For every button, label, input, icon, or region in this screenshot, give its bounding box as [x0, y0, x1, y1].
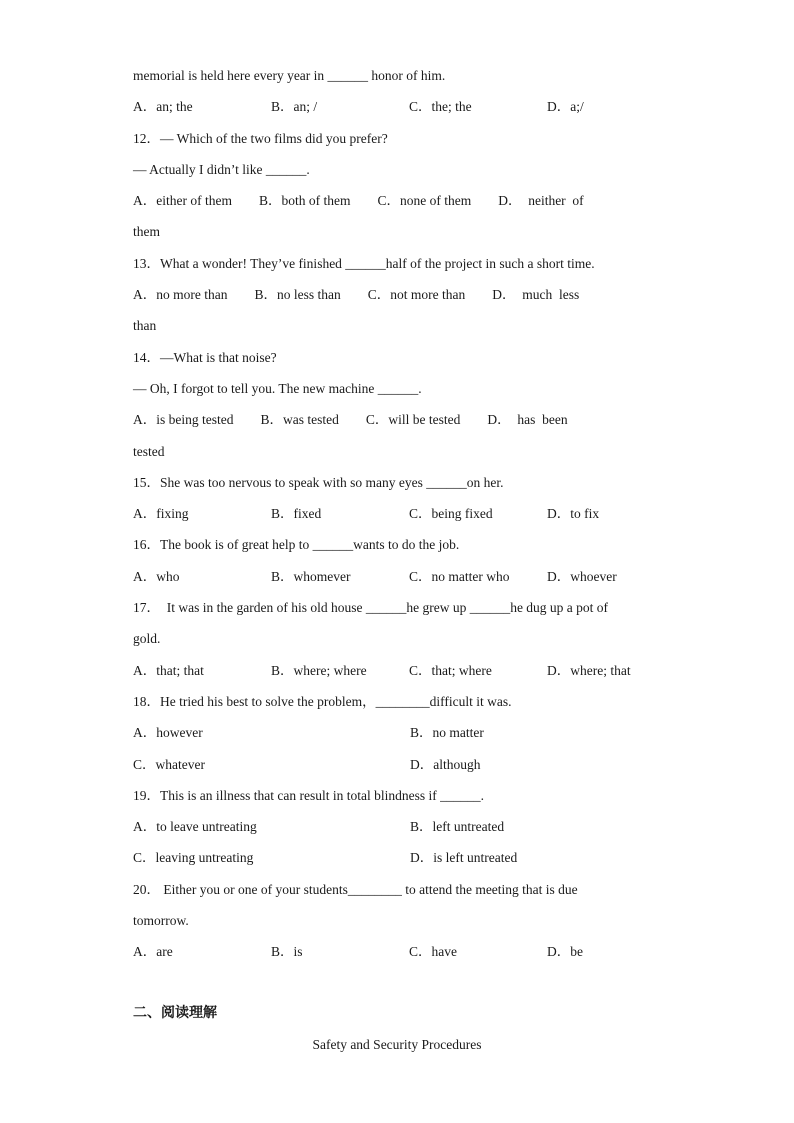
q18-option-a[interactable]: A．however — [133, 725, 203, 741]
q11-option-a[interactable]: A．an; the — [133, 99, 193, 115]
q19-option-a[interactable]: A．to leave untreating — [133, 819, 257, 835]
q12-reply: — Actually I didn’t like ______. — [133, 161, 310, 177]
q11-option-b[interactable]: B．an; / — [271, 99, 318, 115]
q17-stem: 17． It was in the garden of his old house ______he grew up ______he dug up a pot of — [133, 600, 609, 616]
q16-option-b[interactable]: B．whomever — [271, 568, 351, 584]
q11-option-d[interactable]: D．a;/ — [547, 99, 584, 115]
q13-stem: 13．What a wonder! They’ve finished ______half of the project in such a short time. — [133, 255, 595, 271]
q11-option-c[interactable]: C．the; the — [409, 99, 472, 115]
q20-option-a[interactable]: A．are — [133, 944, 173, 960]
q16-option-a[interactable]: A．who — [133, 568, 180, 584]
q19-options-row1 — [133, 811, 661, 842]
q14-stem: 14．—What is that noise? — [133, 349, 277, 365]
q18-option-c[interactable]: C．whatever — [133, 756, 205, 772]
q14-reply: — Oh, I forgot to tell you. The new machine ______. — [133, 380, 422, 396]
q15-stem: 15．She was too nervous to speak with so many eyes ______on her. — [133, 474, 504, 490]
q17-option-c[interactable]: C．that; where — [409, 662, 492, 678]
q20-option-d[interactable]: D．be — [547, 944, 583, 960]
q16-stem: 16．The book is of great help to ______wants to do the job. — [133, 537, 460, 553]
q12-options[interactable]: A．either of them B．both of them C．none of them D． neither of — [133, 193, 584, 209]
q19-stem: 19．This is an illness that can result in total blindness if ______. — [133, 787, 484, 803]
q20-option-c[interactable]: C．have — [409, 944, 457, 960]
q17-option-a[interactable]: A．that; that — [133, 662, 204, 678]
q17-option-d[interactable]: D．where; that — [547, 662, 631, 678]
q20-options — [133, 936, 661, 967]
q15-options — [133, 498, 661, 529]
q16-option-d[interactable]: D．whoever — [547, 568, 617, 584]
q15-option-a[interactable]: A．fixing — [133, 506, 189, 522]
q19-option-d[interactable]: D．is left untreated — [410, 850, 518, 866]
q17-option-b[interactable]: B．where; where — [271, 662, 367, 678]
q19-option-c[interactable]: C．leaving untreating — [133, 850, 254, 866]
q19-option-b[interactable]: B．left untreated — [410, 819, 505, 835]
q20-stem-wrap: tomorrow. — [133, 913, 189, 929]
section-heading: 二、阅读理解 — [133, 1004, 217, 1021]
q18-option-d[interactable]: D．although — [410, 756, 481, 772]
q16-options — [133, 561, 661, 592]
q13-options-wrap: than — [133, 318, 157, 334]
q15-option-d[interactable]: D．to fix — [547, 506, 600, 522]
q14-options-wrap: tested — [133, 443, 165, 459]
q15-option-b[interactable]: B．fixed — [271, 506, 322, 522]
q11-stem-tail: memorial is held here every year in ______ honor of him. — [133, 68, 446, 83]
q16-option-c[interactable]: C．no matter who — [409, 568, 510, 584]
q20-stem: 20． Either you or one of your students________ to attend the meeting that is due — [133, 881, 578, 897]
q18-options-row2 — [133, 749, 661, 780]
q18-options-row1 — [133, 717, 661, 748]
passage-title: Safety and Security Procedures — [312, 1036, 482, 1052]
q19-options-row2 — [133, 842, 661, 873]
q18-stem: 18．He tried his best to solve the problem，________difficult it was. — [133, 693, 512, 709]
q14-options[interactable]: A．is being tested B．was tested C．will be tested D． has been — [133, 412, 568, 428]
q17-options — [133, 655, 661, 686]
q20-option-b[interactable]: B．is — [271, 944, 303, 960]
q18-option-b[interactable]: B．no matter — [410, 725, 484, 741]
q12-stem: 12．— Which of the two films did you prefer? — [133, 130, 388, 146]
q12-options-wrap: them — [133, 224, 160, 240]
q13-options[interactable]: A．no more than B．no less than C．not more than D． much less — [133, 287, 580, 303]
q15-option-c[interactable]: C．being fixed — [409, 506, 493, 522]
q17-stem-wrap: gold. — [133, 631, 161, 647]
q11-options — [133, 91, 661, 122]
worksheet-page — [133, 60, 661, 1060]
